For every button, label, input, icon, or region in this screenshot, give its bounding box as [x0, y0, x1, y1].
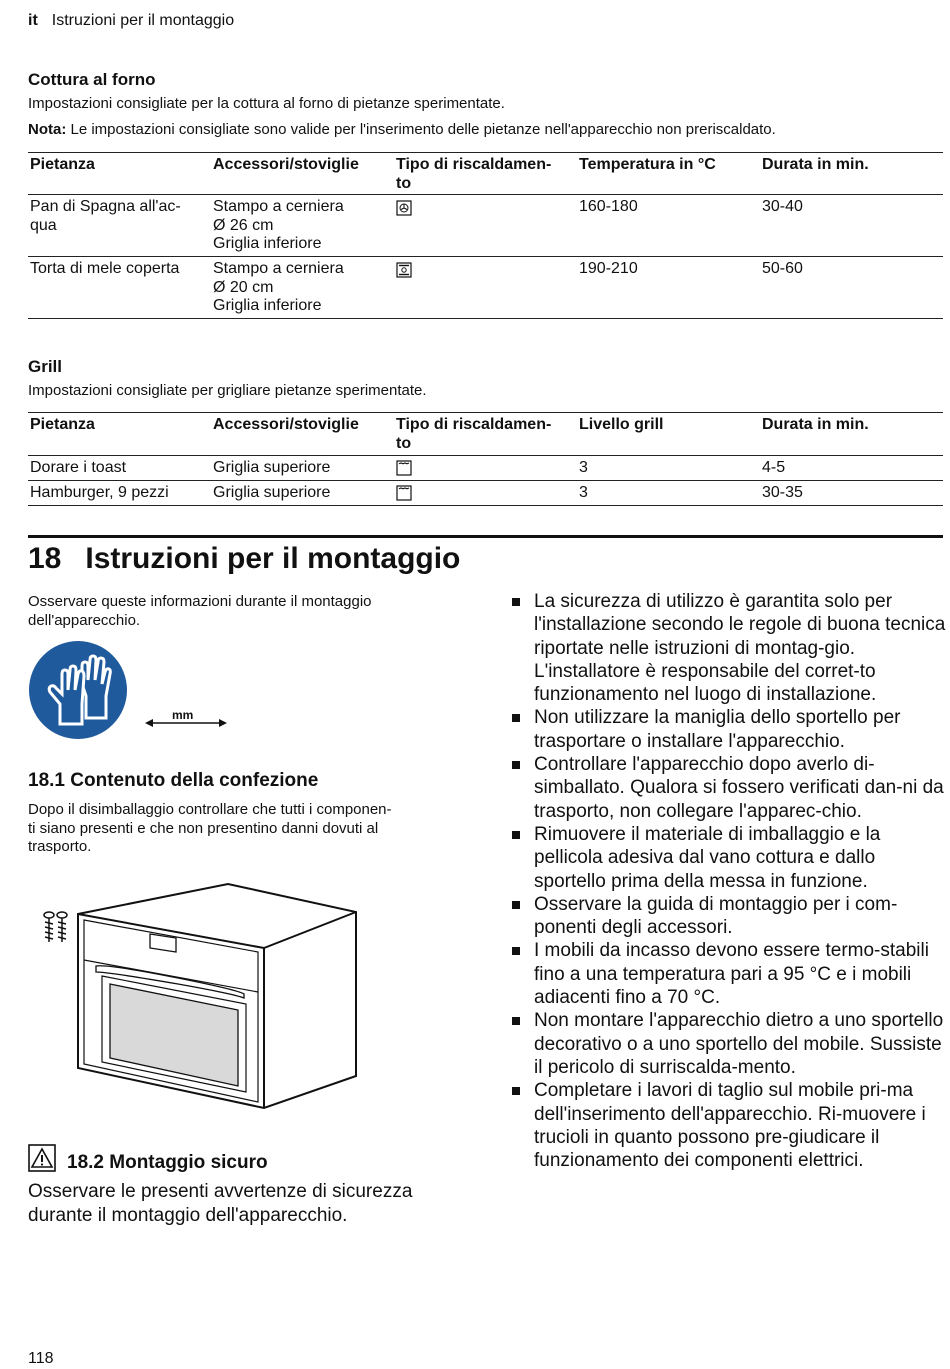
- chapter-rule: [28, 535, 943, 538]
- th-duration: Durata in min.: [762, 416, 869, 433]
- oven-illustration: [38, 880, 368, 1115]
- cell-dish: Dorare i toast: [30, 459, 127, 476]
- language-code: it: [28, 12, 38, 29]
- list-item: Osservare la guida di montaggio per i com-ponenti degli accessori.: [510, 893, 950, 940]
- list-item: Rimuovere il materiale di imballaggio e la pellicola adesiva dal vano cottura e dallo sportello prima della messa in funzione.: [510, 823, 950, 893]
- cell-dish: Pan di Spagna all'ac- qua: [30, 198, 181, 234]
- table-row: [28, 257, 943, 319]
- chapter-intro: Osservare queste informazioni durante il montaggio dell'apparecchio.: [28, 593, 372, 629]
- warning-icon: [28, 1144, 56, 1177]
- cell-duration: 30-35: [762, 484, 803, 501]
- grill-icon: [396, 460, 576, 476]
- th-dish: Pietanza: [30, 416, 95, 433]
- table-row: [28, 481, 943, 506]
- cell-duration: 4-5: [762, 459, 786, 476]
- cell-accessories: Stampo a cerniera Ø 26 cm Griglia inferiore: [213, 198, 344, 252]
- list-item: Non utilizzare la maniglia dello sportello per trasportare o installare l'apparecchio.: [510, 706, 950, 753]
- s181-text: Dopo il disimballaggio controllare che tutti i componen- ti siano presenti e che non presentino danni dovuti al trasporto.: [28, 801, 392, 855]
- note-label: Nota:: [28, 121, 67, 138]
- table-header-row: [28, 412, 943, 456]
- chapter-title: Istruzioni per il montaggio: [85, 542, 461, 575]
- cell-temperature: 160-180: [579, 198, 638, 215]
- th-heating: Tipo di riscaldamen- to: [396, 156, 552, 192]
- cell-accessories: Griglia superiore: [213, 484, 331, 501]
- th-accessories: Accessori/stoviglie: [213, 156, 359, 173]
- page-number: 118: [28, 1350, 54, 1367]
- screw-icon: [44, 912, 67, 942]
- baking-table: [28, 152, 943, 319]
- chapter-number: 18: [28, 542, 62, 575]
- cell-accessories: Griglia superiore: [213, 459, 331, 476]
- th-accessories: Accessori/stoviglie: [213, 416, 359, 433]
- cell-accessories: Stampo a cerniera Ø 20 cm Griglia inferiore: [213, 260, 344, 314]
- top-bottom-heat-icon: [396, 262, 576, 278]
- cell-grill-level: 3: [579, 459, 588, 476]
- list-item: Completare i lavori di taglio sul mobile pri-ma dell'inserimento dell'apparecchio. Ri-muovere i trucioli in quanto possono pre-giudicare il funzionamento dei componenti elettrici.: [510, 1079, 950, 1172]
- wear-gloves-icon: [28, 640, 128, 745]
- fan-heat-icon: [396, 200, 576, 216]
- grill-table: [28, 412, 943, 506]
- note-text: Le impostazioni consigliate sono valide per l'inserimento delle pietanze nell'apparecchio non preriscaldato.: [70, 121, 776, 138]
- list-item: Non montare l'apparecchio dietro a uno sportello decorativo o a uno sportello del mobile. Sussiste il pericolo di surriscalda-mento.: [510, 1009, 950, 1079]
- list-item: La sicurezza di utilizzo è garantita solo per l'installazione secondo le regole di buona tecnica riportate nelle istruzioni di montag-gio. L'installatore è responsabile del corret-to funzionamento nel luogo di installazione.: [510, 590, 950, 706]
- table-row: [28, 195, 943, 257]
- th-heating: Tipo di riscaldamen- to: [396, 416, 552, 452]
- s182-title: 18.2 Montaggio sicuro: [67, 1152, 268, 1173]
- th-grill-level: Livello grill: [579, 416, 664, 433]
- s182-text: Osservare le presenti avvertenze di sicurezza durante il montaggio dell'apparecchio.: [28, 1181, 413, 1226]
- baking-title: Cottura al forno: [28, 70, 156, 89]
- th-temperature: Temperatura in °C: [579, 156, 716, 173]
- cell-duration: 30-40: [762, 198, 803, 215]
- mm-label: mm: [172, 708, 194, 722]
- cell-dish: Hamburger, 9 pezzi: [30, 484, 169, 501]
- cell-temperature: 190-210: [579, 260, 638, 277]
- cell-grill-level: 3: [579, 484, 588, 501]
- grill-icon: [396, 485, 576, 501]
- header-title: Istruzioni per il montaggio: [51, 12, 235, 29]
- baking-note: [28, 120, 776, 139]
- cell-duration: 50-60: [762, 260, 803, 277]
- running-header: [28, 12, 234, 30]
- list-item: I mobili da incasso devono essere termo-stabili fino a una temperatura pari a 95 °C e i mobili adiacenti fino a 70 °C.: [510, 939, 950, 1009]
- table-header-row: [28, 152, 943, 195]
- th-duration: Durata in min.: [762, 156, 869, 173]
- chapter-heading: [28, 542, 460, 576]
- list-item: Controllare l'apparecchio dopo averlo di-simballato. Qualora si fossero verificati dan-ni da trasporto, non collegare l'apparec-chio.: [510, 753, 950, 823]
- safety-bullet-list: [510, 590, 950, 1172]
- grill-title: Grill: [28, 357, 63, 376]
- cell-dish: Torta di mele coperta: [30, 260, 180, 277]
- th-dish: Pietanza: [30, 156, 95, 173]
- table-row: [28, 456, 943, 481]
- s181-title: 18.1 Contenuto della confezione: [28, 770, 319, 791]
- baking-intro: Impostazioni consigliate per la cottura al forno di pietanze sperimentate.: [28, 95, 505, 112]
- grill-intro: Impostazioni consigliate per grigliare pietanze sperimentate.: [28, 382, 427, 399]
